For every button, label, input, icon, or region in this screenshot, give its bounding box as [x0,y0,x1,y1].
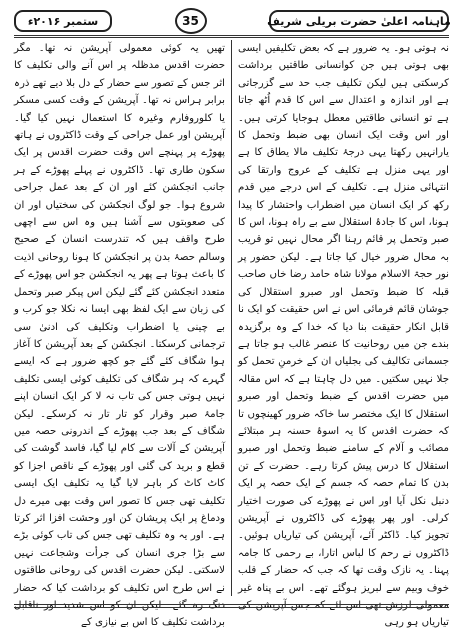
magazine-title: ماہنامہ اعلیٰ حضرت بریلی شریف [269,10,449,32]
left-column-text: تھیں یہ کوئی معمولی آپریشن نہ تھا۔ مگر حضرت اقدس مدظلہ پر اس آنے والی تکلیف کا اثر جس کے تصور سے حضار کے دل بلا دیے تھے ذرہ برابر ہراس نہ تھا۔ آپریشن کے وقت کسی مسکر یا کلوروفارم وغیرہ کا استعمال نہیں کیا گیا۔ آپریشن اور عمل جراحی کے وقت ڈاکٹروں نے ہاتھ پھوڑے پر پہنچے اس وقت حضرت اقدس پر ایک سکون طاری تھا۔ ڈاکٹروں نے پہلے پھوڑے کے ہر جانب انجکشن کئے اور ان کے بعد عمل جراحی شروع ہوا۔ جو لوگ انجکشن کی سختیاں اور ان کی صعوبتوں سے آشنا ہیں وہ اس سے اچھی طرح واقف ہیں کہ تندرست انسان کے صحیح وسالم حصۂ بدن پر انجکشن کا ہونا روحانی اذیت کا باعث ہوتا ہے پھر یہ انجکشن جو اس پھوڑے کے متعدد انجکشن کئے گئے لیکن اس پیکر صبر وتحمل کی زبان سے ایک لفظ بھی ایسا نہ نکلا جو کرب و بے چینی یا اضطراب وتکلیف کی ادنیٰ سی ترجمانی کرسکتا۔ انجکشن کے بعد آپریشن کا آغاز ہوا شگاف کئے گئے جو کچھ ضرور ہے کہ ایسے گہرے کہ ہر شگاف کی تکلیف کوئی ایسی تکلیف نہیں ہوتی جس کی تاب نہ لا کر ایک انسان اپنے جامۂ صبر وقرار کو تار تار نہ کرسکے۔ لیکن شگاف کے بعد جب پھوڑے کے اندرونی حصہ میں آپریشن کے آلات سے کام لیا گیا، فاسد گوشت کی قطع و برید کی گئی اور پھوڑے کے ناقص اجزا کو کاٹ کاٹ کر باہر لایا گیا یہ تکلیف ایک ایسی تکلیف تھی جس کا تصور اس وقت بھی میرے دل ودماغ پر ایک پریشان کن اور وحشت افزا اثر کرتا ہے۔ اور یہ وہ تکلیف تھی جس کی تاب کوئی بڑے سے بڑا جری انسان کی جرأت وشجاعت نہیں لاسکتی۔ لیکن حضرت اقدس کی روحانی طاقتوں نے اس طرح اس تکلیف کو برداشت کیا کہ حضار دنگ رہ گئے۔ لیکن ان کو اس شدید اور ناقابل برداشت تکلیف کا اس بے نیازی کے [14,43,225,629]
footer-rule [14,604,449,605]
column-divider [231,40,232,596]
issue-date: ستمبر ۲۰۱۶ء [14,10,112,32]
header-rule [14,35,449,36]
left-column [14,40,225,629]
page-header [14,6,449,36]
header-rule-double [14,37,449,38]
footer-rule-double [14,607,449,608]
right-column-text: نہ ہوتی ہو۔ یہ ضرور ہے کہ بعض تکلیفیں ایسی بھی ہوتی ہیں جن کوانسانی طاقتیں برداشت کرسکتی ہیں لیکن تکلیف جب حد سے گزرجاتی ہے اور اندازہ و اعتدال سے اس کا قدم اُٹھ جاتا ہے تو انسانی طاقتیں معطل ہوجایا کرتی ہیں۔ اور اس وقت ایک انسان بھی ضبط وتحمل کا یارانہیں رکھتا یہی درجۂ تکلیف مالا یطاق کا ہے اور یہی منزل ہے تکلیف کے عروج وارتقا کی انتہائی منزل ہے۔ تکلیف کے اس درجے میں قدم رکھ کر ایک انسان میں اضطراب واحتشار کا پیدا ہونا، اس کا جادۂ استقلال سے بے راہ ہونا، اس کا صبر وتحمل پر قائم رہنا اگر محال نہیں تو قریب بہ محال ضرور خیال کیا جاتا ہے۔ لیکن حضور پر نور حجۃ الاسلام مولانا شاہ حامد رضا خاں صاحب قبلہ کا ضبط وتحمل اور صبرو استقلال کی جوشان قائم فرمائی اس نے اس حقیقت کو ایک نا قابل انکار حقیقت بنا دیا کہ خدا کے وہ برگزیدہ بندے جن میں روحانیت کا عنصر غالب ہو جاتا ہے جسمانی تکالیف کی بجلیاں ان کے خرمنِ تحمل کو جلا نہیں سکتیں۔ میں دل چاہتا ہے کہ اس مقالہ میں حضرت اقدس کے ضبط وتحمل اور صبرو استقلال کا ایک مختصر سا خاکہ ضرور کھینچوں تا کہ حضرت اقدس کا یہ اسوۂ حسنہ ہر مبتلائے مصائب و آلام کے سامنے ضبط وتحمل اور صبرو استقلال کا درس پیش کرتا رہے۔ حضرت کے تن بدن کا تمام حصہ کہ جسم کے ایک حصہ پر ایک دنبل نکل آیا اور اس نے پھوڑے کی صورت اختیار کرلی۔ اور پھر پھوڑے کی ڈاکٹروں نے آپریشن تجویز کیا۔ ڈاکٹر آئے، آپریشن کی تیاریاں ہوئیں۔ ڈاکٹروں نے رحم کا لباس اتارا، بے رحمی کا جامہ پہنا۔ یہ نازک وقت تھا کہ جب کہ حضار کے قلب خوف وبیم سے لبریز ہوگئے تھے۔ اس بے پناہ غیر معمولی لرزش تھی اس لئے کہ جس آپریشن کی تیاریاں ہو رہی [238,43,449,629]
right-column [238,40,449,629]
page-number: 35 [175,8,207,34]
